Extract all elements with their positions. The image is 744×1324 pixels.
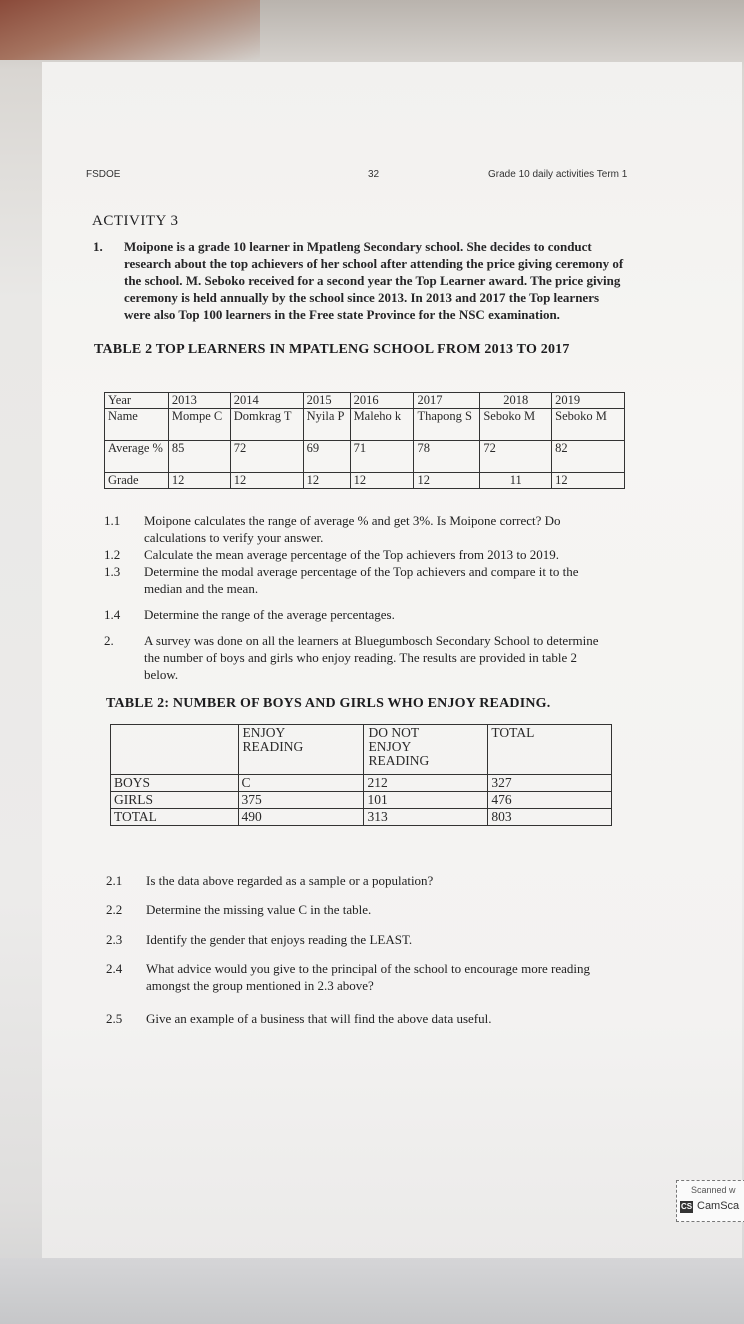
q1-paragraph — [124, 238, 684, 323]
cell-year: 2016 — [350, 393, 414, 409]
cell-grade: 12 — [303, 473, 350, 489]
question-2-3 — [106, 931, 706, 948]
cell-year: 2015 — [303, 393, 350, 409]
row-label-average: Average % — [105, 441, 169, 473]
header-total: TOTAL — [488, 725, 612, 775]
question-line: Is the data above regarded as a sample or a population? — [146, 873, 434, 888]
reading-survey-table — [110, 724, 612, 826]
q1-number: 1. — [93, 239, 103, 254]
q1-line: Moipone is a grade 10 learner in Mpatleng Secondary school. She decides to conduct — [124, 239, 592, 254]
question-2-intro — [104, 632, 704, 684]
camscanner-logo-icon: CS — [680, 1202, 693, 1211]
q1-line: the school. M. Seboko received for a second year the Top Learner award. The price giving — [124, 273, 621, 288]
scanned-with-text: Scanned w — [691, 1185, 736, 1195]
table-row — [111, 792, 612, 809]
question-line: Identify the gender that enjoys reading the LEAST. — [146, 932, 413, 947]
cell-enjoy: 375 — [238, 792, 364, 809]
table2-caption: TABLE 2: NUMBER OF BOYS AND GIRLS WHO ENJOY READING. — [106, 696, 551, 711]
table-row — [111, 809, 612, 826]
activity-title: ACTIVITY 3 — [92, 213, 179, 229]
cell-name: Mompe C — [168, 409, 230, 441]
question-number: 2.4 — [106, 961, 123, 976]
row-label-grade: Grade — [105, 473, 169, 489]
question-line: Determine the range of the average percentages. — [144, 607, 395, 622]
header-left: FSDOE — [86, 169, 121, 180]
cell-year: 2014 — [230, 393, 303, 409]
header-enjoy-reading: ENJOY READING — [238, 725, 364, 775]
question-1-4 — [104, 606, 704, 623]
top-learners-table — [104, 392, 625, 489]
question-1-1 — [104, 512, 704, 545]
cell-year: 2017 — [414, 393, 480, 409]
q1-line: were also Top 100 learners in the Free state Province for the NSC examination. — [124, 307, 560, 322]
question-line: Give an example of a business that will find the above data useful. — [146, 1011, 492, 1026]
question-number: 1.4 — [104, 607, 121, 622]
photo-background-bottom — [0, 1258, 744, 1324]
table-row-year — [105, 393, 625, 409]
cell-average: 85 — [168, 441, 230, 473]
cell-average: 69 — [303, 441, 350, 473]
question-line: amongst the group mentioned in 2.3 above? — [146, 978, 374, 993]
cell-average: 71 — [350, 441, 414, 473]
photo-background-corner — [0, 0, 260, 60]
question-number: 2.2 — [106, 902, 123, 917]
question-number: 2. — [104, 633, 114, 648]
cell-total: 803 — [488, 809, 612, 826]
table-row-name — [105, 409, 625, 441]
question-line: Moipone calculates the range of average % and get 3%. Is Moipone correct? Do — [144, 513, 561, 528]
table-row-average — [105, 441, 625, 473]
cell-grade: 12 — [350, 473, 414, 489]
cell-name: Domkrag T — [230, 409, 303, 441]
table-row — [111, 775, 612, 792]
cell-not-enjoy: 313 — [364, 809, 488, 826]
camscanner-badge — [676, 1180, 744, 1222]
cell-enjoy: C — [238, 775, 364, 792]
question-line: the number of boys and girls who enjoy reading. The results are provided in table 2 — [144, 650, 577, 665]
question-line: Determine the modal average percentage of the Top achievers and compare it to the — [144, 564, 579, 579]
cell-average: 72 — [230, 441, 303, 473]
header-right: Grade 10 daily activities Term 1 — [488, 169, 628, 180]
question-number: 1.2 — [104, 547, 121, 562]
q1-line: ceremony is held annually by the school since 2013. In 2013 and 2017 the Top learners — [124, 290, 600, 305]
row-label: TOTAL — [111, 809, 239, 826]
header-page-number: 32 — [368, 169, 380, 180]
question-2-1 — [106, 872, 706, 889]
cell-not-enjoy: 101 — [364, 792, 488, 809]
cell-grade: 12 — [414, 473, 480, 489]
question-2-4 — [106, 960, 726, 994]
header-not-enjoy-reading: DO NOT ENJOY READING — [364, 725, 488, 775]
row-label-name: Name — [105, 409, 169, 441]
cell-grade: 11 — [480, 473, 552, 489]
cell-total: 476 — [488, 792, 612, 809]
question-number: 2.3 — [106, 932, 123, 947]
cell-average: 82 — [552, 441, 625, 473]
cell-grade: 12 — [552, 473, 625, 489]
header-empty-cell — [111, 725, 239, 775]
cell-enjoy: 490 — [238, 809, 364, 826]
table-header-row — [111, 725, 612, 775]
question-1-3 — [104, 563, 704, 597]
cell-year: 2013 — [168, 393, 230, 409]
cell-name: Thapong S — [414, 409, 480, 441]
question-line: below. — [144, 667, 179, 682]
question-number: 1.1 — [104, 513, 121, 528]
cell-year: 2019 — [552, 393, 625, 409]
question-line: Calculate the mean average percentage of the Top achievers from 2013 to 2019. — [144, 547, 560, 562]
question-2-2 — [106, 901, 706, 918]
question-number: 2.5 — [106, 1011, 123, 1026]
table-row-grade — [105, 473, 625, 489]
cell-name: Seboko M — [480, 409, 552, 441]
table1-caption: TABLE 2 TOP LEARNERS IN MPATLENG SCHOOL FROM 2013 TO 2017 — [94, 342, 570, 357]
cell-grade: 12 — [230, 473, 303, 489]
question-line: What advice would you give to the principal of the school to encourage more reading — [146, 961, 591, 976]
question-line: Determine the missing value C in the table. — [146, 902, 372, 917]
camscanner-brand-text: CamSca — [697, 1200, 740, 1212]
cell-not-enjoy: 212 — [364, 775, 488, 792]
question-number: 1.3 — [104, 564, 121, 579]
cell-name: Nyila P — [303, 409, 350, 441]
row-label: GIRLS — [111, 792, 239, 809]
row-label-year: Year — [105, 393, 169, 409]
question-line: A survey was done on all the learners at Bluegumbosch Secondary School to determine — [144, 633, 599, 648]
cell-name: Maleho k — [350, 409, 414, 441]
cell-average: 78 — [414, 441, 480, 473]
question-2-5 — [106, 1010, 706, 1027]
question-number: 2.1 — [106, 873, 123, 888]
row-label: BOYS — [111, 775, 239, 792]
q1-line: research about the top achievers of her school after attending the price giving ceremony of — [124, 256, 624, 271]
question-1-2 — [104, 546, 704, 563]
question-line: median and the mean. — [144, 581, 259, 596]
cell-total: 327 — [488, 775, 612, 792]
cell-name: Seboko M — [552, 409, 625, 441]
question-line: calculations to verify your answer. — [144, 530, 324, 545]
cell-average: 72 — [480, 441, 552, 473]
cell-grade: 12 — [168, 473, 230, 489]
cell-year: 2018 — [480, 393, 552, 409]
